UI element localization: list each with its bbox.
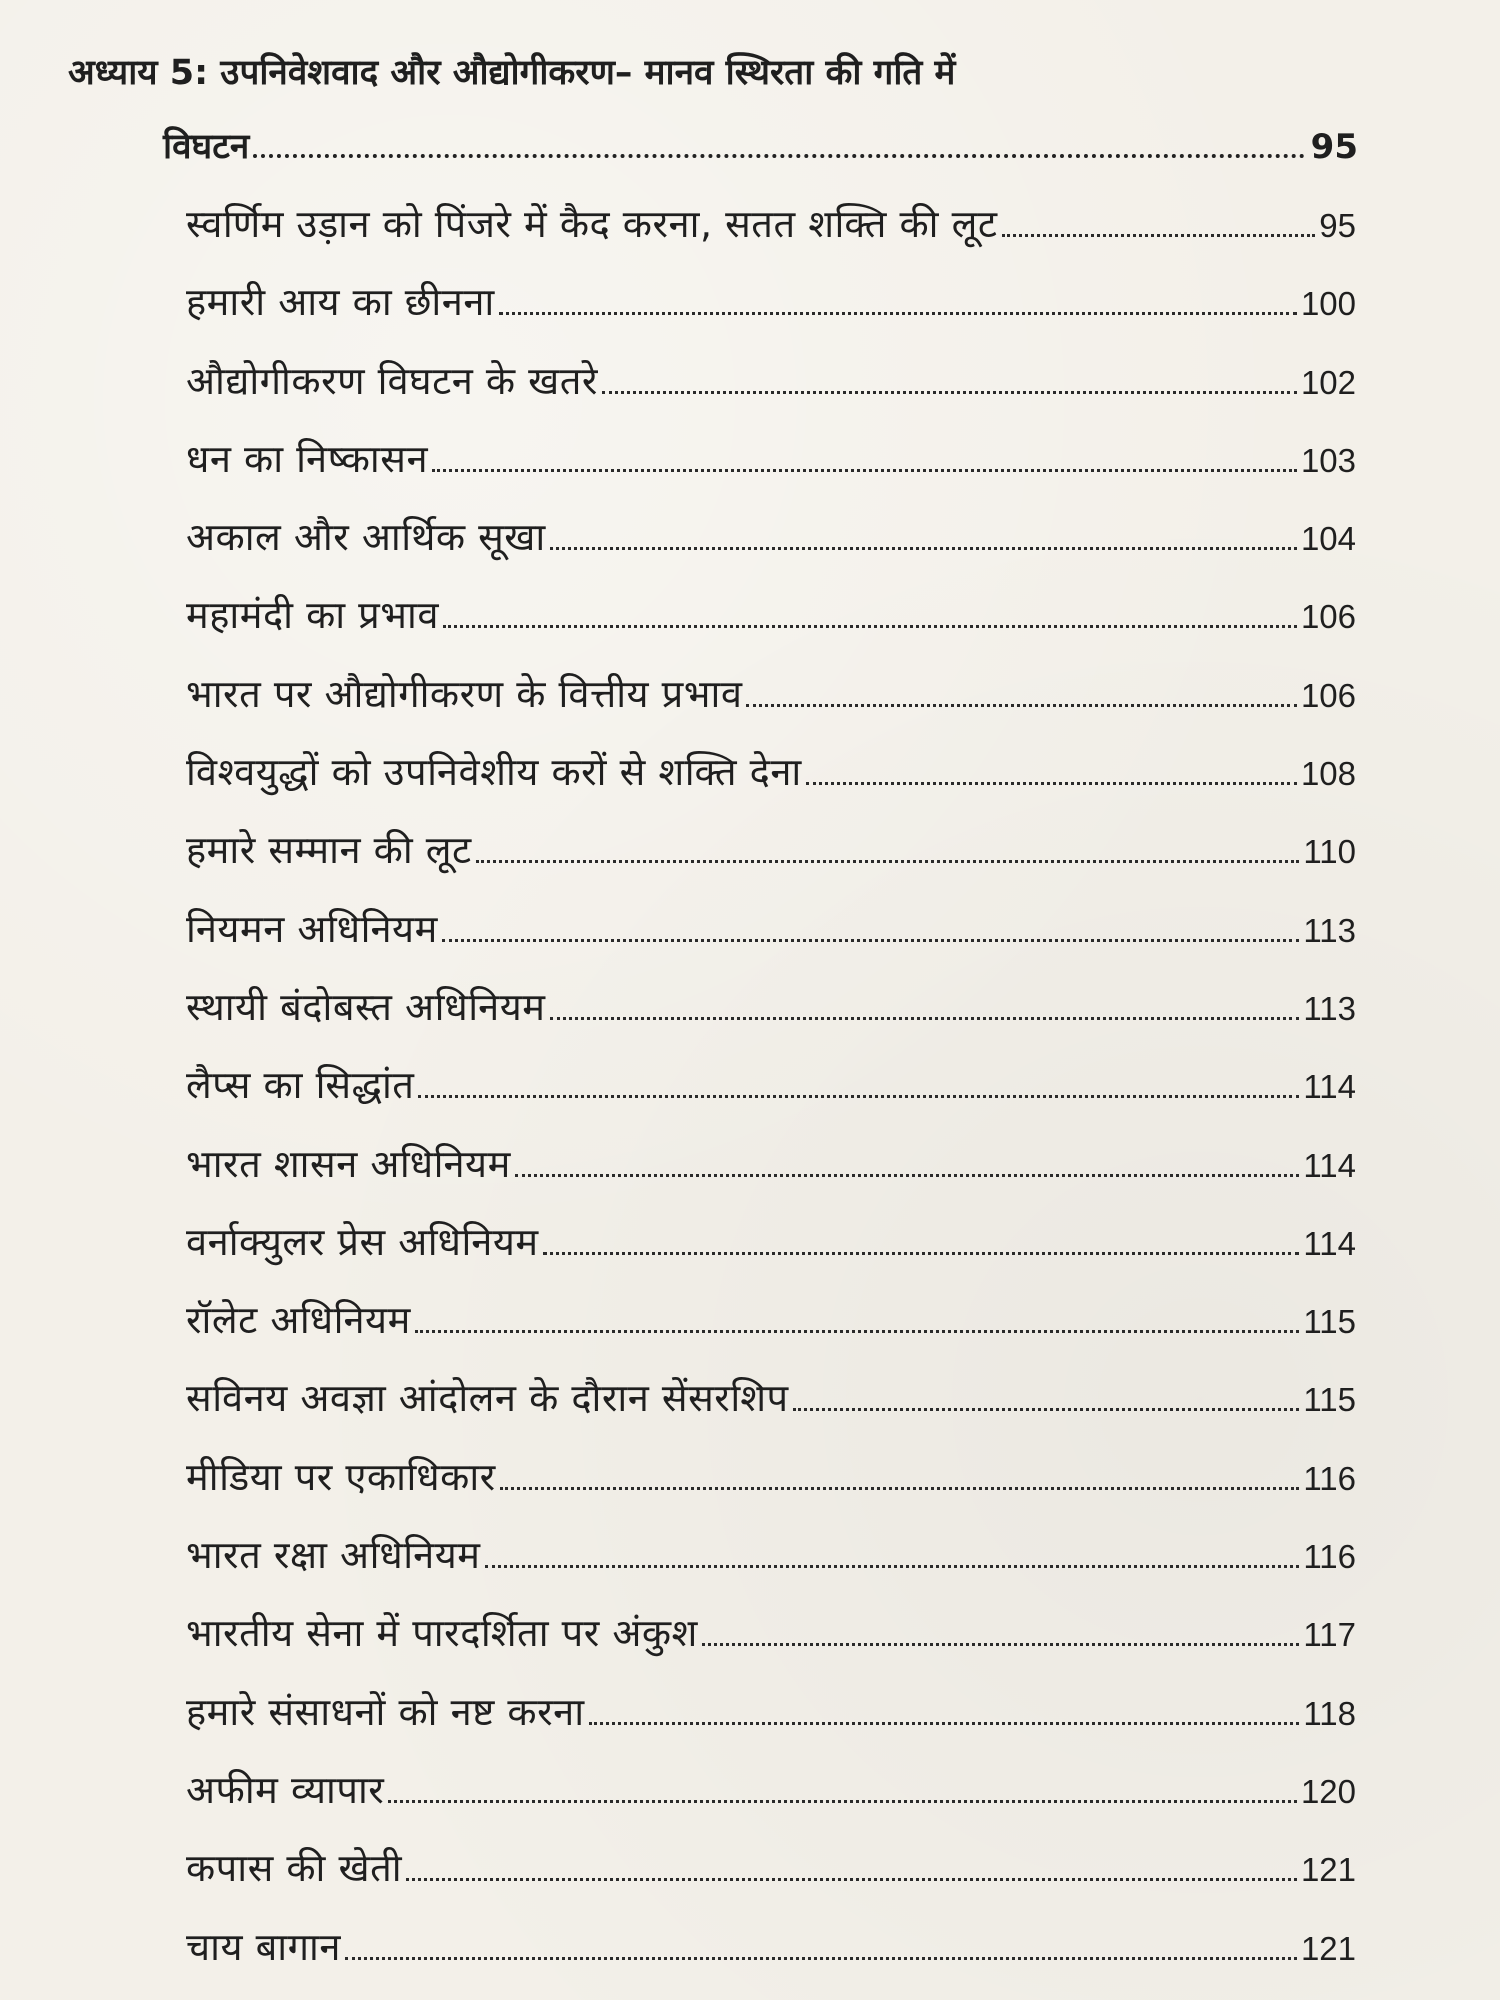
toc-entry bbox=[186, 902, 1356, 980]
chapter-title-continuation: विघटन bbox=[163, 127, 250, 167]
toc-entry-title: हमारी आय का छीनना bbox=[186, 280, 495, 325]
toc-entry-page-number: 106 bbox=[1300, 676, 1356, 714]
toc-entry bbox=[186, 1058, 1356, 1136]
toc-entry-page-number: 116 bbox=[1303, 1538, 1356, 1576]
toc-entry-title: भारतीय सेना में पारदर्शिता पर अंकुश bbox=[186, 1611, 698, 1656]
toc-entry-title: भारत पर औद्योगीकरण के वित्तीय प्रभाव bbox=[186, 671, 743, 716]
dot-leader bbox=[550, 547, 1297, 550]
toc-entry-title: रॉलेट अधिनियम bbox=[186, 1298, 411, 1343]
toc-entry bbox=[186, 588, 1356, 666]
chapter-heading bbox=[68, 52, 1368, 169]
toc-entry bbox=[186, 1215, 1356, 1293]
toc-entry-title: हमारे सम्मान की लूट bbox=[186, 828, 472, 873]
dot-leader bbox=[499, 312, 1297, 315]
dot-leader bbox=[746, 704, 1296, 707]
toc-entry-title: महामंदी का प्रभाव bbox=[186, 593, 439, 638]
toc-entry-title: स्थायी बंदोबस्त अधिनियम bbox=[186, 984, 546, 1029]
toc-entry-title: सविनय अवज्ञा आंदोलन के दौरान सेंसरशिप bbox=[186, 1376, 789, 1421]
chapter-title-row bbox=[163, 122, 1358, 169]
toc-entry-page-number: 104 bbox=[1300, 520, 1356, 558]
toc-entry bbox=[186, 667, 1356, 745]
toc-entry bbox=[186, 1293, 1356, 1371]
toc-entry-page-number: 116 bbox=[1303, 1459, 1356, 1497]
toc-entry-page-number: 103 bbox=[1300, 441, 1356, 479]
toc-entry bbox=[186, 823, 1356, 901]
toc-entry-title: अफीम व्यापार bbox=[186, 1767, 385, 1812]
toc-entry-title: कपास की खेती bbox=[186, 1846, 403, 1891]
dot-leader bbox=[388, 1800, 1297, 1803]
toc-entry-page-number: 110 bbox=[1303, 833, 1356, 871]
dot-leader bbox=[1002, 234, 1316, 237]
toc-entry-page-number: 102 bbox=[1300, 363, 1356, 401]
toc-entry-title: हमारे संसाधनों को नष्ट करना bbox=[186, 1689, 585, 1734]
toc-entry-page-number: 114 bbox=[1303, 1146, 1356, 1184]
toc-entry-page-number: 106 bbox=[1300, 598, 1356, 636]
dot-leader bbox=[418, 1095, 1299, 1098]
toc-entry-page-number: 113 bbox=[1303, 911, 1356, 949]
toc-list bbox=[186, 197, 1356, 1998]
toc-entry-page-number: 120 bbox=[1300, 1772, 1356, 1810]
toc-entry-page-number: 114 bbox=[1303, 1224, 1356, 1262]
toc-entry-title: लैप्स का सिद्धांत bbox=[186, 1063, 415, 1108]
toc-entry-page-number: 121 bbox=[1300, 1851, 1356, 1889]
toc-entry-title: वर्नाक्युलर प्रेस अधिनियम bbox=[186, 1219, 539, 1264]
dot-leader bbox=[793, 1408, 1300, 1411]
toc-entry bbox=[186, 1685, 1356, 1763]
dot-leader bbox=[500, 1487, 1300, 1490]
toc-entry-title: स्वर्णिम उड़ान को पिंजरे में कैद करना, सतत शक्ति की लूट bbox=[186, 202, 998, 246]
dot-leader bbox=[345, 1957, 1297, 1960]
dot-leader bbox=[550, 1017, 1300, 1020]
dot-leader bbox=[602, 391, 1297, 394]
toc-entry-title: विश्वयुद्धों को उपनिवेशीय करों से शक्ति देना bbox=[186, 750, 802, 795]
dot-leader bbox=[515, 1174, 1300, 1177]
dot-leader bbox=[543, 1252, 1300, 1255]
toc-entry-page-number: 108 bbox=[1300, 755, 1356, 793]
toc-entry-title: चाय बागान bbox=[186, 1924, 341, 1969]
toc-entry-page-number: 117 bbox=[1303, 1616, 1356, 1654]
toc-entry bbox=[186, 1371, 1356, 1449]
toc-entry bbox=[186, 1450, 1356, 1528]
toc-entry-page-number: 100 bbox=[1300, 285, 1356, 323]
toc-entry-page-number: 95 bbox=[1319, 207, 1356, 244]
dot-leader bbox=[442, 939, 1300, 942]
toc-entry bbox=[186, 1528, 1356, 1606]
toc-entry bbox=[186, 745, 1356, 823]
toc-entry-title: भारत रक्षा अधिनियम bbox=[186, 1533, 481, 1578]
toc-entry-page-number: 113 bbox=[1303, 989, 1356, 1027]
toc-entry-title: धन का निष्कासन bbox=[186, 436, 429, 481]
toc-entry-page-number: 115 bbox=[1303, 1381, 1356, 1419]
toc-entry bbox=[186, 197, 1356, 275]
toc-entry bbox=[186, 980, 1356, 1058]
dot-leader bbox=[406, 1878, 1297, 1881]
toc-entry bbox=[186, 1763, 1356, 1841]
toc-entry-page-number: 118 bbox=[1303, 1694, 1356, 1732]
toc-entry-title: औद्योगीकरण विघटन के खतरे bbox=[186, 358, 598, 403]
toc-entry bbox=[186, 510, 1356, 588]
dot-leader bbox=[253, 154, 1304, 158]
chapter-page-number: 95 bbox=[1310, 127, 1358, 167]
toc-entry-page-number: 115 bbox=[1303, 1303, 1356, 1341]
dot-leader bbox=[432, 469, 1297, 472]
toc-entry-title: मीडिया पर एकाधिकार bbox=[186, 1454, 496, 1499]
toc-entry-page-number: 114 bbox=[1303, 1068, 1356, 1106]
dot-leader bbox=[415, 1330, 1300, 1333]
dot-leader bbox=[485, 1565, 1300, 1568]
dot-leader bbox=[702, 1643, 1299, 1646]
toc-entry-title: भारत शासन अधिनियम bbox=[186, 1141, 511, 1186]
toc-entry bbox=[186, 275, 1356, 353]
toc-entry-title: नियमन अधिनियम bbox=[186, 906, 438, 951]
toc-entry bbox=[186, 432, 1356, 510]
toc-entry bbox=[186, 1137, 1356, 1215]
dot-leader bbox=[476, 860, 1300, 863]
toc-entry bbox=[186, 1606, 1356, 1684]
chapter-title: अध्याय 5: उपनिवेशवाद और औद्योगीकरण– मानव स्थिरता की गति में bbox=[68, 53, 956, 93]
dot-leader bbox=[443, 625, 1297, 628]
dot-leader bbox=[589, 1722, 1300, 1725]
toc-entry-page-number: 121 bbox=[1300, 1929, 1356, 1967]
toc-entry bbox=[186, 354, 1356, 432]
toc-entry-title: अकाल और आर्थिक सूखा bbox=[186, 515, 546, 560]
toc-entry bbox=[186, 1920, 1356, 1998]
dot-leader bbox=[806, 782, 1297, 785]
toc-entry bbox=[186, 1841, 1356, 1919]
